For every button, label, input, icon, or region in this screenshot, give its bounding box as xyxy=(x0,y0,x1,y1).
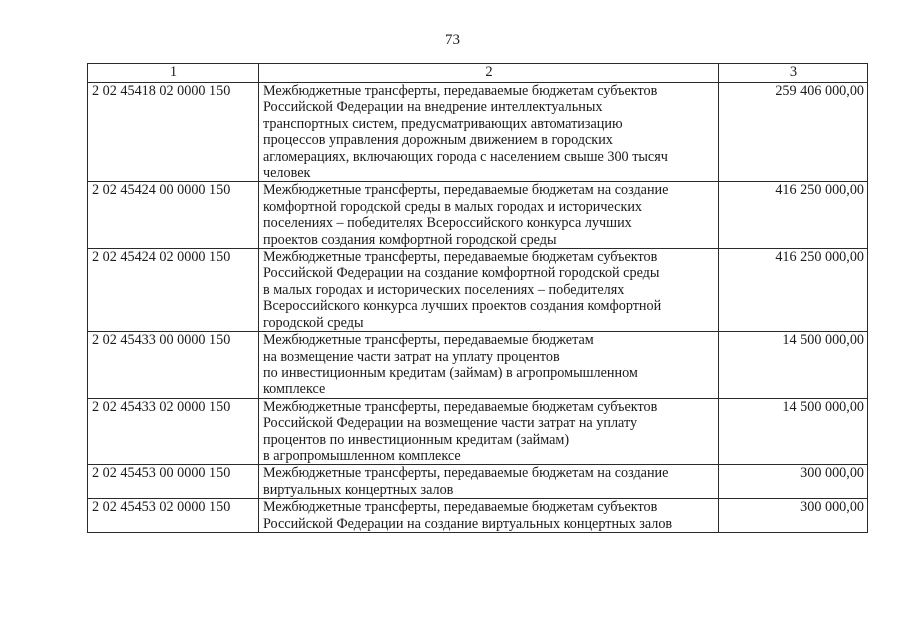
description-cell xyxy=(259,332,719,399)
description-line: на возмещение части затрат на уплату процентов xyxy=(263,348,560,365)
description-line: поселениях – победителях Всероссийского конкурса лучших xyxy=(263,215,632,232)
amount-cell: 14 500 000,00 xyxy=(719,398,868,465)
description-line: Межбюджетные трансферты, передаваемые бюджетам субъектов xyxy=(263,499,658,516)
description-line: Межбюджетные трансферты, передаваемые бюджетам на создание xyxy=(263,182,669,199)
amount-cell: 416 250 000,00 xyxy=(719,249,868,332)
table-row xyxy=(88,249,868,332)
amount-cell: 300 000,00 xyxy=(719,499,868,533)
description-line: по инвестиционным кредитам (займам) в агропромышленном xyxy=(263,364,638,381)
description-cell xyxy=(259,465,719,499)
budget-code-cell: 2 02 45424 00 0000 150 xyxy=(88,182,259,249)
column-header-code: 1 xyxy=(88,64,259,83)
description-line: Межбюджетные трансферты, передаваемые бюджетам субъектов xyxy=(263,249,658,266)
amount-cell: 300 000,00 xyxy=(719,465,868,499)
amount-cell: 416 250 000,00 xyxy=(719,182,868,249)
description-line: Межбюджетные трансферты, передаваемые бюджетам субъектов xyxy=(263,398,658,415)
table-row xyxy=(88,465,868,499)
description-line: Российской Федерации на внедрение интеллектуальных xyxy=(263,99,603,116)
budget-code-cell: 2 02 45433 02 0000 150 xyxy=(88,398,259,465)
description-line: Межбюджетные трансферты, передаваемые бюджетам xyxy=(263,332,594,349)
description-cell xyxy=(259,182,719,249)
description-cell xyxy=(259,398,719,465)
table-row xyxy=(88,499,868,533)
description-line: агломерациях, включающих города с населением свыше 300 тысяч xyxy=(263,148,668,165)
description-line: комфортной городской среды в малых городах и исторических xyxy=(263,198,643,215)
table-row xyxy=(88,398,868,465)
description-line: Всероссийского конкурса лучших проектов создания комфортной xyxy=(263,298,662,315)
description-line: в малых городах и исторических поселениях – победителях xyxy=(263,281,625,298)
description-line: Межбюджетные трансферты, передаваемые бюджетам субъектов xyxy=(263,83,658,99)
description-line: в агропромышленном комплексе xyxy=(263,447,461,464)
column-header-description: 2 xyxy=(259,64,719,83)
table-row xyxy=(88,332,868,399)
description-line: Российской Федерации на создание виртуальных концертных залов xyxy=(263,515,673,532)
amount-cell: 259 406 000,00 xyxy=(719,83,868,182)
budget-code-cell: 2 02 45418 02 0000 150 xyxy=(88,83,259,182)
amount-cell: 14 500 000,00 xyxy=(719,332,868,399)
budget-code-cell: 2 02 45453 02 0000 150 xyxy=(88,499,259,533)
description-cell xyxy=(259,83,719,182)
description-line: Российской Федерации на создание комфортной городской среды xyxy=(263,265,660,282)
description-line: Межбюджетные трансферты, передаваемые бюджетам на создание xyxy=(263,465,669,482)
description-line: комплексе xyxy=(263,381,326,398)
description-line: процентов по инвестиционным кредитам (займам) xyxy=(263,431,570,448)
budget-code-cell: 2 02 45453 00 0000 150 xyxy=(88,465,259,499)
budget-transfers-table xyxy=(87,63,868,533)
table-row xyxy=(88,182,868,249)
table-header-row xyxy=(88,64,868,83)
description-line: городской среды xyxy=(263,314,364,331)
description-line: виртуальных концертных залов xyxy=(263,481,454,498)
description-cell xyxy=(259,249,719,332)
description-cell xyxy=(259,499,719,533)
description-line: Российской Федерации на возмещение части затрат на уплату xyxy=(263,415,638,432)
description-line: процессов управления дорожным движением в городских xyxy=(263,132,613,149)
description-line: человек xyxy=(263,165,311,182)
description-line: транспортных систем, предусматривающих автоматизацию xyxy=(263,115,623,132)
column-header-amount: 3 xyxy=(719,64,868,83)
table-row xyxy=(88,83,868,182)
description-line: проектов создания комфортной городской среды xyxy=(263,231,557,248)
budget-code-cell: 2 02 45433 00 0000 150 xyxy=(88,332,259,399)
page-number: 73 xyxy=(445,32,460,48)
budget-code-cell: 2 02 45424 02 0000 150 xyxy=(88,249,259,332)
